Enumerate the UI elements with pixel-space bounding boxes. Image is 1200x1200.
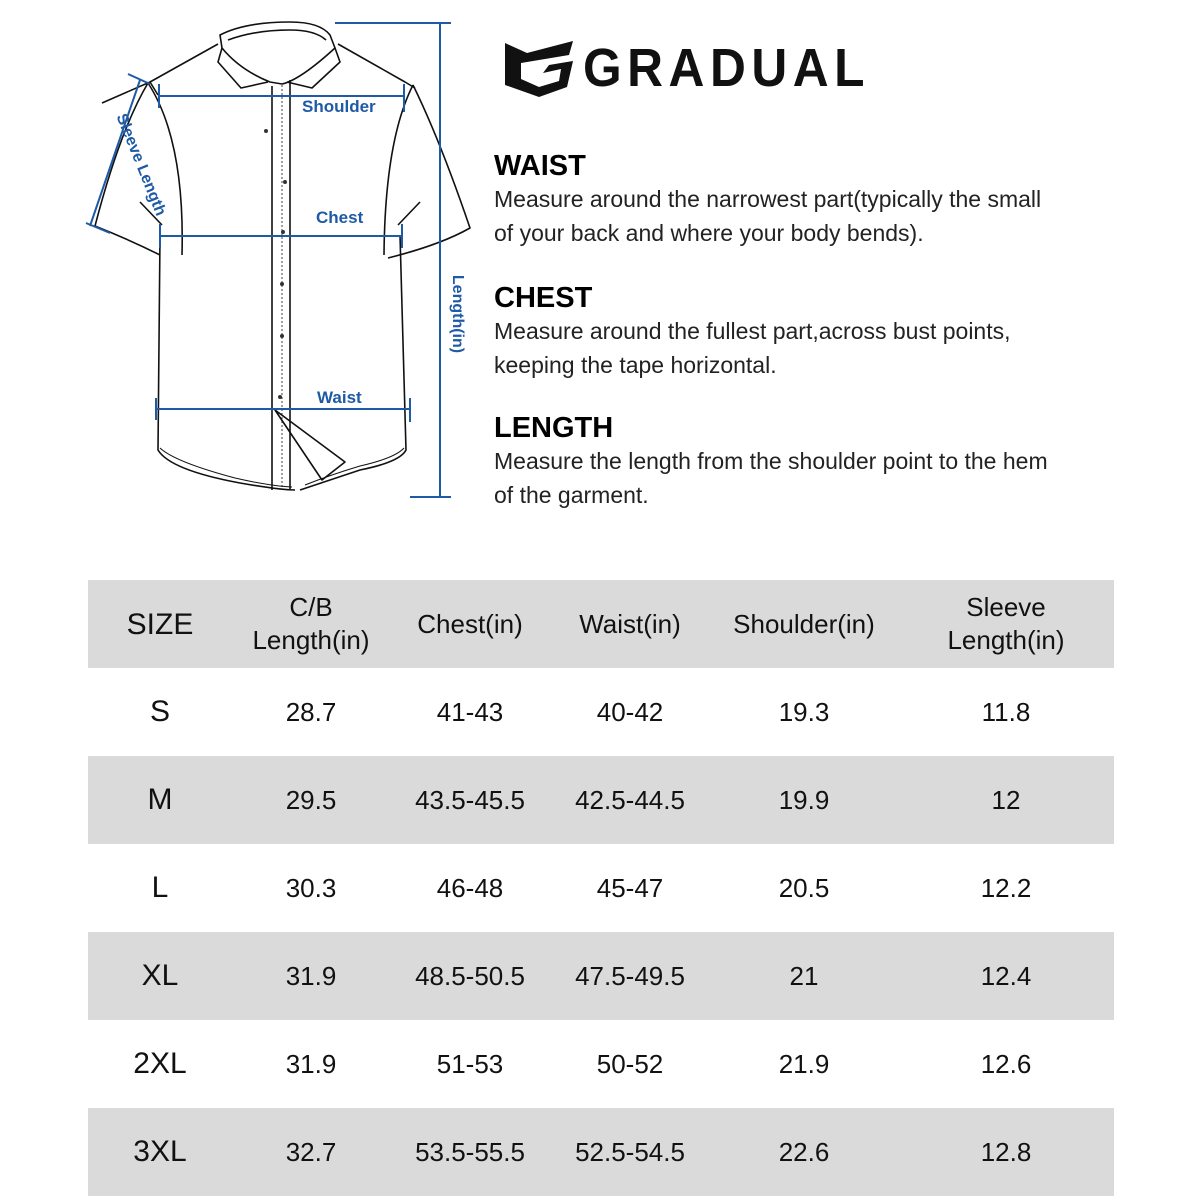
waist-guide-line2: of your back and where your body bends). [494,220,924,246]
gradual-logo-icon [503,39,575,97]
cell-chest: 48.5-50.5 [415,960,525,991]
cell-waist: 47.5-49.5 [575,960,685,991]
sleeve-length-dimension-label: Sleeve Length [112,111,169,219]
cell-shoulder: 21.9 [778,1048,830,1079]
cell-sleeve-length: 12.4 [980,960,1032,991]
size-chart-table [88,580,1114,1196]
shoulder-dimension-label: Shoulder [302,97,376,116]
cell-size: M [147,783,173,816]
header-size: SIZE [126,607,194,641]
cell-chest: 51-53 [436,1048,504,1079]
shirt-outline-icon [0,0,480,520]
cell-cb-length: 29.5 [285,784,337,815]
cell-waist: 50-52 [596,1048,664,1079]
cell-cb-length: 28.7 [285,696,337,727]
cell-shoulder: 19.9 [778,784,830,815]
length-guide-section [494,412,1134,512]
cell-sleeve-length: 12 [991,784,1021,815]
cell-chest: 41-43 [436,696,504,727]
table-header-row [88,580,1114,668]
cell-shoulder: 22.6 [778,1136,830,1167]
length-dimension-label: Length(in) [449,274,467,354]
cell-sleeve-length: 12.8 [980,1136,1032,1167]
brand-name: GRADUAL [583,38,871,98]
waist-dimension-label: Waist [317,388,362,407]
cell-cb-length: 31.9 [285,1048,337,1079]
length-guide-line2: of the garment. [494,482,649,508]
table-row [88,756,1114,844]
header-shoulder: Shoulder(in) [733,608,875,639]
cell-size: 2XL [133,1047,187,1080]
length-guide-title: LENGTH [494,412,614,444]
brand-header [503,38,895,98]
table-row [88,932,1114,1020]
cell-chest: 46-48 [436,872,504,903]
chest-guide-section [494,282,1134,382]
header-chest: Chest(in) [417,608,523,639]
header-sleeve-line1: Sleeve [966,592,1046,622]
cell-shoulder: 19.3 [778,696,830,727]
waist-guide-title: WAIST [494,150,586,182]
cell-sleeve-length: 12.6 [980,1048,1032,1079]
cell-waist: 40-42 [596,696,664,727]
cell-shoulder: 21 [789,960,819,991]
waist-guide-line1: Measure around the narrowest part(typically the small [494,186,1042,212]
table-row [88,1108,1114,1196]
cell-size: XL [141,959,179,992]
header-sleeve-length [898,580,1114,668]
header-sleeve-line2: Length(in) [947,625,1065,655]
chest-guide-line1: Measure around the fullest part,across bust points, [494,318,1011,344]
cell-chest: 53.5-55.5 [415,1136,525,1167]
cell-chest: 43.5-45.5 [415,784,525,815]
table-row [88,668,1114,756]
header-cb-length: C/B Length(in) [252,592,370,655]
chest-guide-title: CHEST [494,282,593,314]
waist-guide-section [494,150,1134,250]
cell-shoulder: 20.5 [778,872,830,903]
cell-size: 3XL [133,1135,187,1168]
chest-dimension-label: Chest [316,208,364,227]
cell-cb-length: 30.3 [285,872,337,903]
cell-waist: 42.5-44.5 [575,784,685,815]
chest-guide-line2: keeping the tape horizontal. [494,352,777,378]
cell-waist: 52.5-54.5 [575,1136,685,1167]
header-waist: Waist(in) [579,608,681,639]
cell-sleeve-length: 12.2 [980,872,1032,903]
cell-cb-length: 31.9 [285,960,337,991]
cell-size: L [151,871,169,904]
table-row [88,1020,1114,1108]
cell-cb-length: 32.7 [285,1136,337,1167]
table-row [88,844,1114,932]
cell-size: S [149,695,170,728]
cell-sleeve-length: 11.8 [981,696,1031,727]
cell-waist: 45-47 [596,872,664,903]
length-guide-line1: Measure the length from the shoulder point to the hem [494,448,1048,474]
shirt-measurement-diagram [0,0,480,520]
